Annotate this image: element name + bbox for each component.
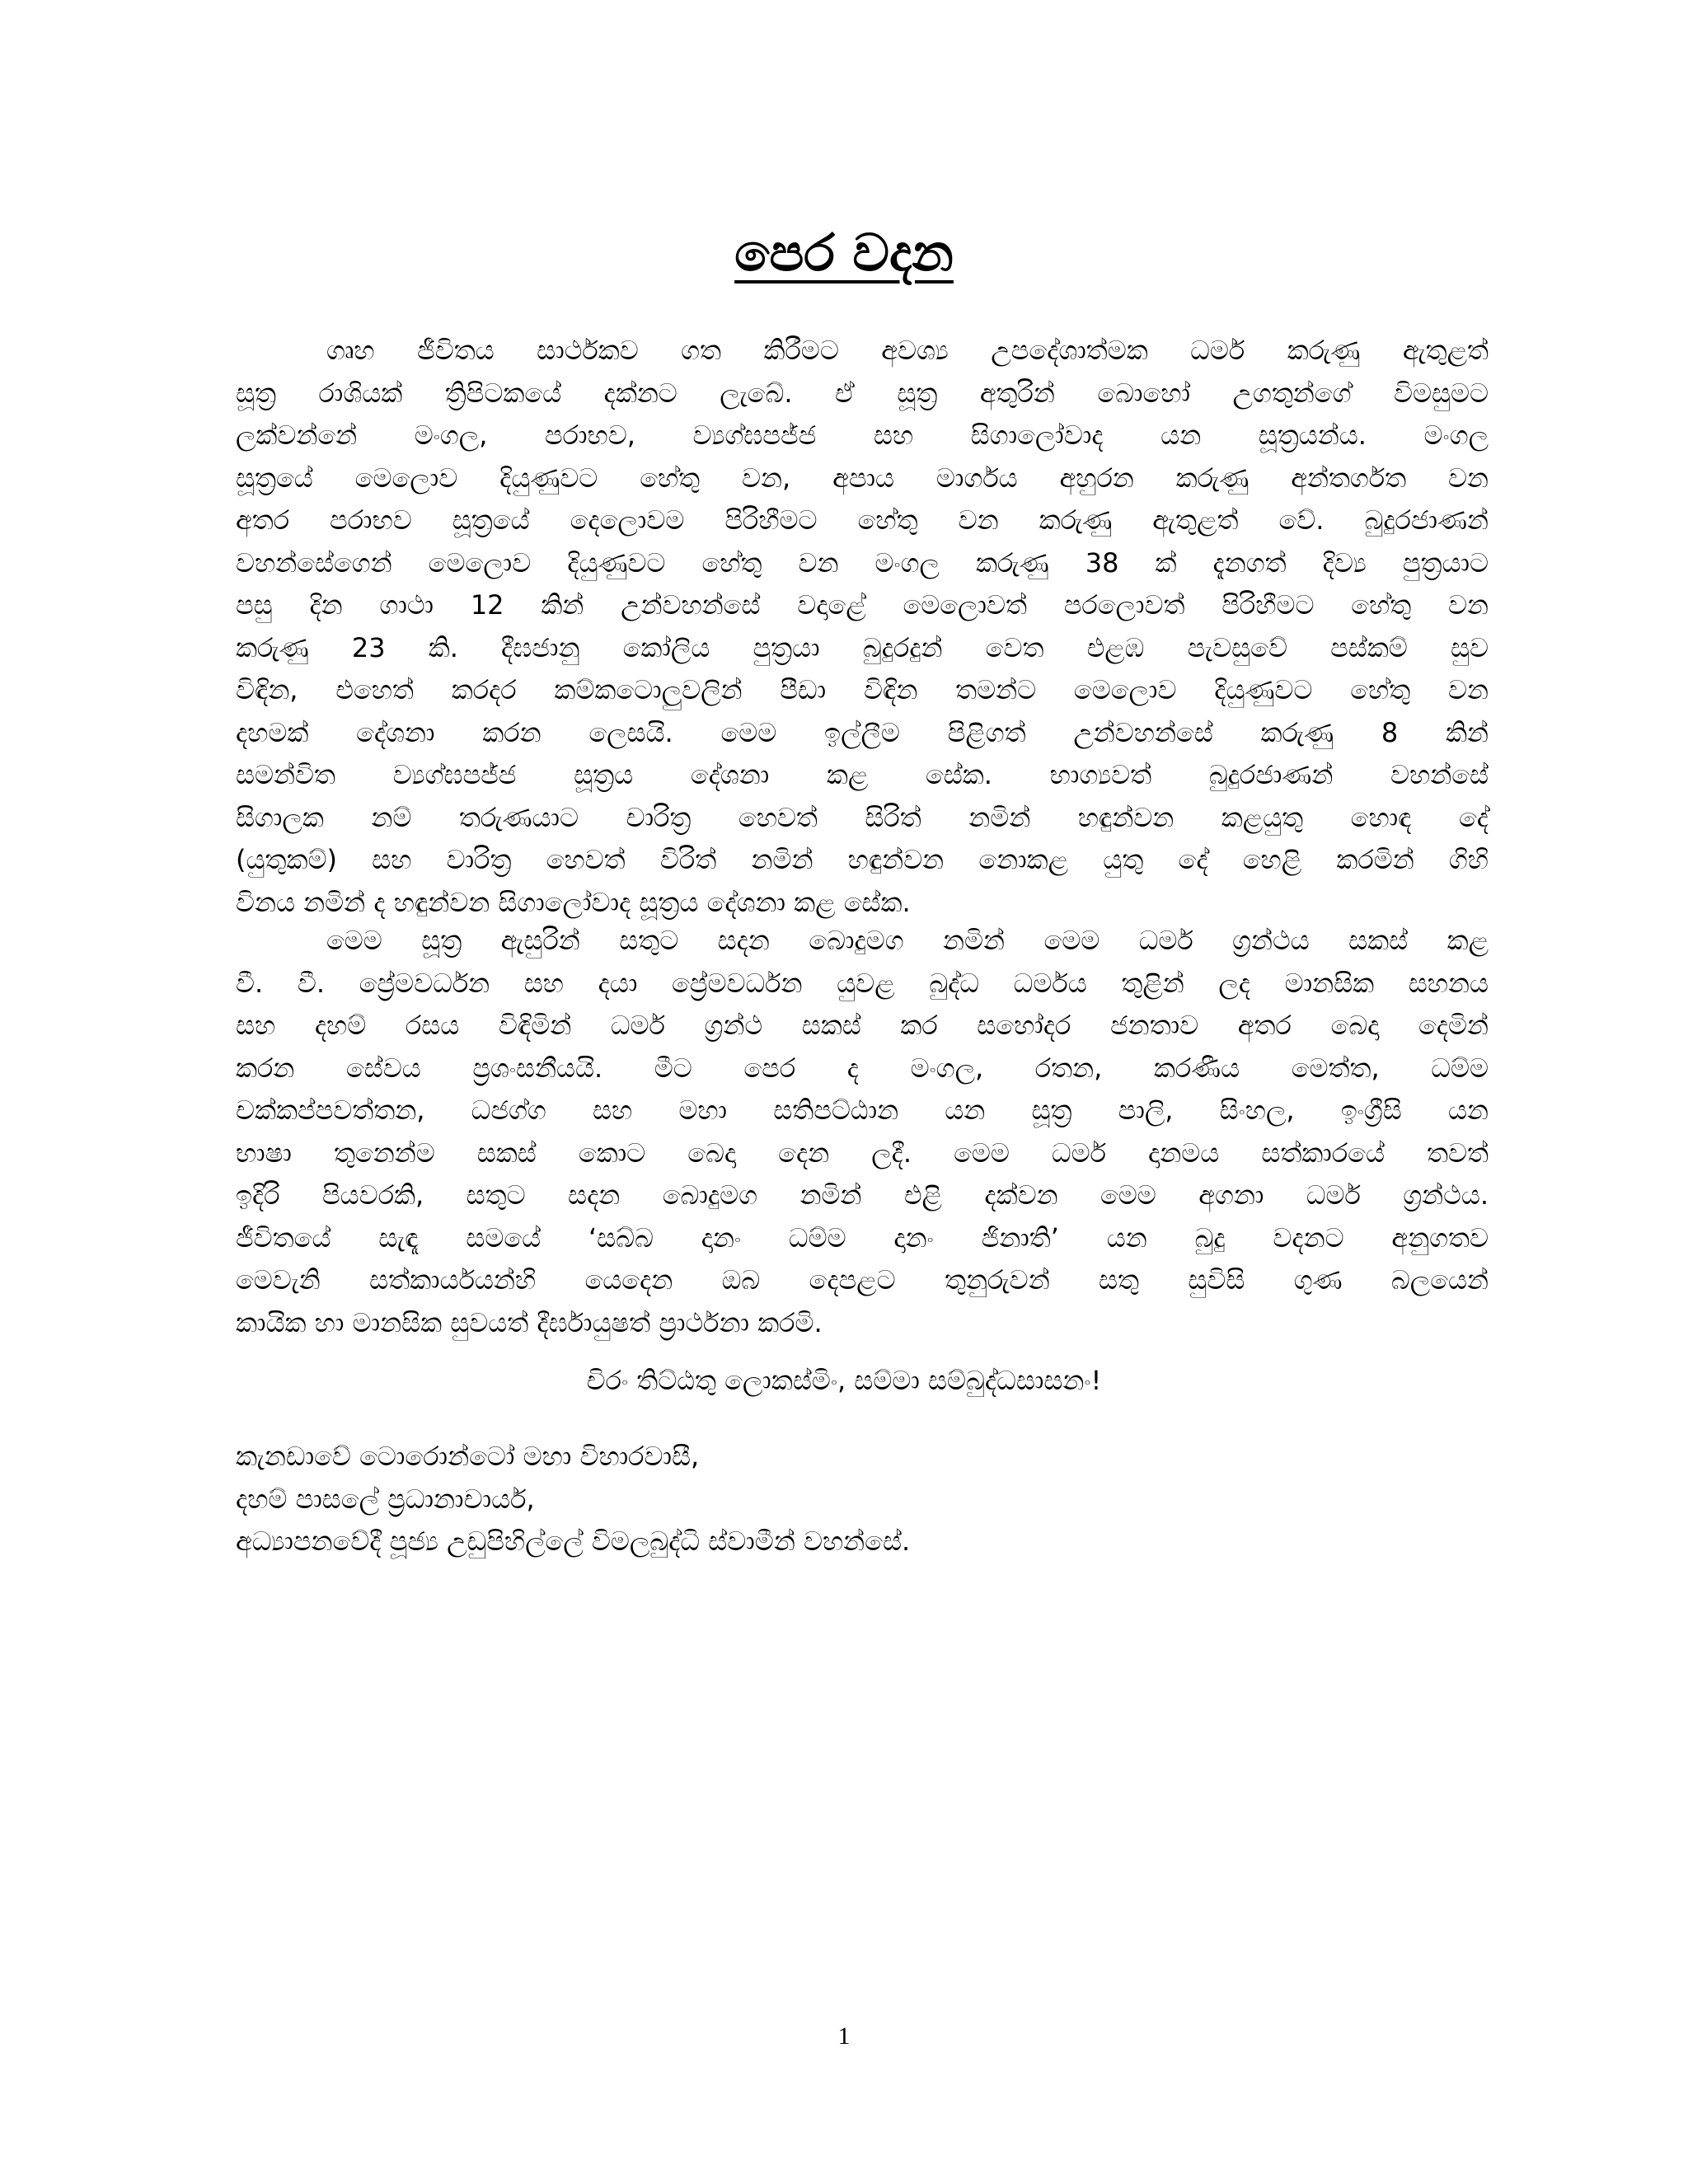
paragraph-line: සහ දහම් රසය විඳිමින් ධර්ම ග්‍රන්ථ සකස් කර සහෝදර ජනතාව අතර බෙදා දෙමින් [236, 1010, 1489, 1041]
paragraph-line: මෙවැනි සත්කාර්යයන්හි යෙදෙන ඔබ දෙපළට තුනුරුවන් සතු සුවිසි ගුණ බලයෙන් [236, 1264, 1489, 1296]
paragraph-line: වහන්සේගෙන් මෙලොව දියුණුවට හේතු වන මංගල කරුණු 38 ක් දැනගත් දිව්‍ය පුත්‍රයාට [236, 546, 1489, 579]
paragraph-line: ජීවිතයේ සැඳෑ සමයේ ‘සබ්බ දානං ධම්ම දානං ජිනාති’ යන බුදු වදනට අනුගතව [236, 1221, 1489, 1254]
paragraph-line: මෙම සූත්‍ර ඇසුරින් සතුට සදන බොදුමග නමින් මෙම ධර්ම ග්‍රන්ථය සකස් කළ [326, 925, 1489, 956]
paragraph-line: අතර පරාභව සූත්‍රයේ දෙලොවම පිරිහීමට හේතු වන කරුණු ඇතුළත් වේ. බුදුරජාණන් [236, 504, 1489, 536]
paragraph-line: සූත්‍රයේ මෙලොව දියුණුවට හේතු වන, අපාය මාර්ගය අහුරන කරුණු අන්තර්ගත වන [236, 462, 1489, 494]
paragraph-line: කායික හා මානසික සුවයත් දීර්ඝායුෂත් ප්‍රාර්ථනා කරමි. [236, 1306, 823, 1338]
paragraph-line: ලක්වන්නේ මංගල, පරාභව, ව්‍යග්ඝපජ්ජ සහ සිගාලෝවාද යන සූත්‍රයන්ය. මංගල [236, 419, 1489, 451]
blessing-verse: චිරං තිට්ඨතු ලොකස්මිං, සම්මා සම්බුද්ධසාසනං! [586, 1365, 1102, 1396]
paragraph-line: පසු දින ගාථා 12 කින් උන්වහන්සේ වදාළේ මෙලොවත් පරලොවත් පිරිහීමට හේතු වන [236, 589, 1489, 621]
paragraph-line: (යුතුකම්) සහ වාරිත්‍ර හෙවත් විරිත් නමින් හඳුන්වන නොකළ යුතු දේ හෙළි කරමින් ගිහි [236, 844, 1489, 875]
paragraph-intro [236, 330, 1489, 924]
paragraph-line: භාෂා තුනෙන්ම සකස් කොට බෙදා දෙන ලදී. මෙම ධර්ම දානමය සත්කාරයේ තවත් [236, 1137, 1489, 1169]
paragraph-line: විඳින, එහෙත් කරදර කම්කටොලුවලින් පීඩා විඳින තමන්ට මෙලොව දියුණුවට හේතු වන [236, 674, 1489, 705]
paragraph-line: ගෘහ ජීවිතය සාර්ථකව ගත කිරීමට අවශ්‍ය උපදේශාත්මක ධර්ම කරුණු ඇතුළත් [326, 335, 1489, 366]
paragraph-line: දහමක් දේශනා කරන ලෙසයි. මෙම ඉල්ලීම පිළිගත් උන්වහන්සේ කරුණු 8 කින් [236, 716, 1489, 748]
signature-block [236, 1436, 910, 1563]
page-number: 1 [837, 2022, 851, 2050]
page-title-text: පෙර වදන [734, 223, 954, 283]
paragraph-line: ඉදිරි පියවරකි, සතුට සදන බොදුමග නමින් එළි දක්වන මෙම අගනා ධර්ම ග්‍රන්ථය. [236, 1179, 1489, 1211]
signature-line: දහම් පාසලේ ප්‍රධානාචාර්ය, [236, 1483, 535, 1515]
paragraph-line: වී. වී. ප්‍රේමවර්ධන සහ දයා ප්‍රේමවර්ධන යුවළ බුද්ධ ධර්මය තුළින් ලද මානසික සහනය [236, 967, 1489, 999]
page-title [0, 223, 1688, 284]
paragraph-line: චක්කප්පවත්තන, ධජග්ග සහ මහා සතිපට්ඨාන යන සූත්‍ර පාලි, සිංහල, ඉංග්‍රීසි යන [236, 1094, 1489, 1126]
paragraph-line: කරුණු 23 කි. දීඝජානු කෝලිය පුත්‍රයා බුදුරදුන් වෙත එළඹ පැවසුවේ පස්කම් සුව [236, 631, 1489, 663]
paragraph-line: සිගාලක නම් තරුණයාට චාරිත්‍ර හෙවත් සිරිත් නමින් හඳුන්වන කළයුතු හොඳ දේ [236, 801, 1489, 833]
signature-line: කැනඩාවේ ටොරොන්ටෝ මහා විහාරවාසී, [236, 1441, 700, 1472]
paragraph-line: සමන්විත ව්‍යග්ඝපජ්ජ සූත්‍රය දේශනා කළ සේක. භාග්‍යවත් බුදුරජාණන් වහන්සේ [236, 759, 1489, 790]
paragraph-line: සූත්‍ර රාශියක් ත්‍රිපිටකයේ දක්නට ලැබේ. ඒ සූත්‍ර අතුරින් බොහෝ උගතුන්ගේ විමසුමට [236, 377, 1489, 409]
signature-line: අධ්‍යාපනවේදී පූජ්‍ය උඩුපිහිල්ලේ විමලබුද්ධි ස්වාමීන් වහන්සේ. [236, 1526, 911, 1557]
paragraph-acknowledgement [236, 920, 1489, 1344]
paragraph-line: විනය නමින් ද හඳුන්වන සිගාලෝවාද සූත්‍රය දේශනා කළ සේක. [236, 886, 911, 918]
paragraph-line: කරන සේවය ප්‍රශංසනීයයි. මීට පෙර ද මංගල, රතන, කරණීය මෙත්ත, ධම්ම [236, 1052, 1489, 1084]
